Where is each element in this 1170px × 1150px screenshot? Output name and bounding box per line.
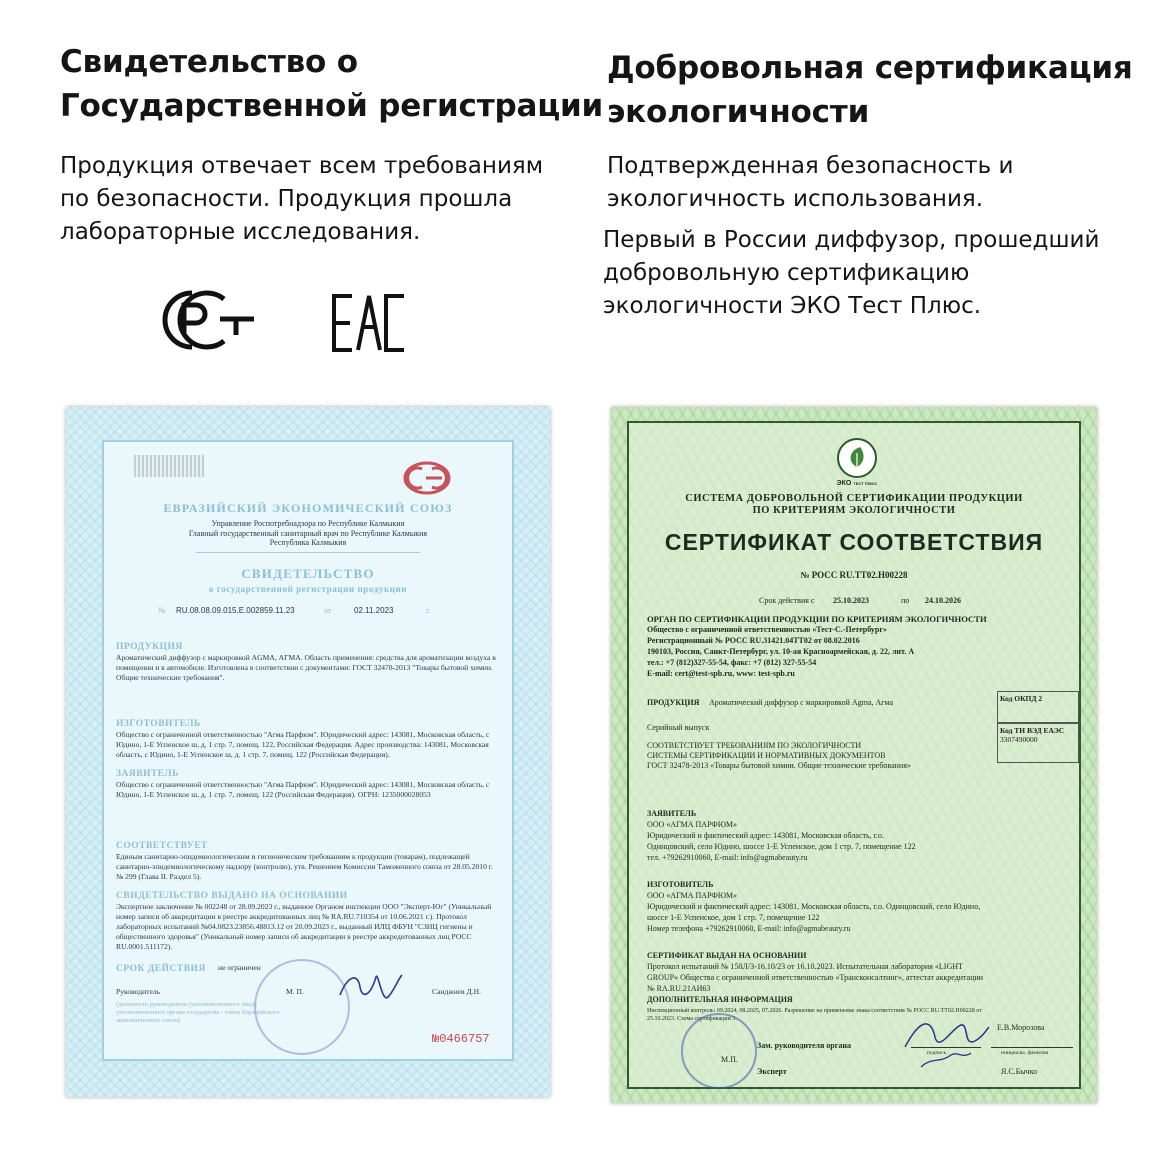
tnved-box <box>997 723 1079 763</box>
right-text-line-1: Подтвержденная безопасность и <box>607 153 1014 179</box>
left-heading-line-2: Государственной регистрации <box>60 88 604 124</box>
conform-text: Единым санитарно-эпидемиологическим и гигиеническим требованиям к продукции (товарам), подлежащей санитарно-эпидемиологическому надзору (контролю), утв. Решением Комиссии Таможенного союза от 28.05.2010 г. № 299 (Глава II. Раздел 5). <box>116 852 493 881</box>
extra-label: ДОПОЛНИТЕЛЬНАЯ ИНФОРМАЦИЯ <box>647 995 793 1004</box>
basis-label: СЕРТИФИКАТ ВЫДАН НА ОСНОВАНИИ <box>647 951 807 960</box>
eco-logo-main: ЭКО <box>836 480 852 487</box>
section-validity: СРОК ДЕЙСТВИЯ <box>116 964 206 974</box>
name-line <box>991 1047 1073 1048</box>
conform-line-1: СООТВЕТСТВУЕТ ТРЕБОВАНИЯМ ПО ЭКОЛОГИЧНОСТИ <box>647 741 862 750</box>
left-text-line-2: по безопасности. Продукция прошла <box>60 186 513 212</box>
validity-value: не ограничен <box>218 963 261 972</box>
applicant-line-3: Одинцовский, село Юдино, шоссе 1-Е Успенское, дом 1 стр. 7, помещение 122 <box>647 842 916 851</box>
maker-line-1: ООО «АГМА ПАРФЮМ» <box>647 891 738 900</box>
valid-to: 24.10.2026 <box>925 596 961 605</box>
right-heading-line-1: Добровольная сертификация <box>607 50 1133 86</box>
tnved-value: 3307490000 <box>1000 735 1038 744</box>
name-caption: инициалы, фамилия <box>1001 1050 1049 1056</box>
section-maker: ИЗГОТОВИТЕЛЬ <box>116 719 201 729</box>
organ-line-2: Регистрационный № РОСС RU.31421.04ТТ02 от 08.02.2016 <box>647 636 860 645</box>
issued-text: Экспертное заключение № 002248 от 28.09.2023 г., выданное Органом инспекции ООО "Эксперт-Юг" (Уникальный номер записи об аккредитации в реестре аккредитованных лиц № RA.RU.710354 от 10.06.2021 г.). Протокол лабораторных испытаний №04.0823.23856.48813.12 от 20.09.2023 г., выданный ИЛЦ ФБУН "СЗНЦ гигиены и общественного здоровья" (Уникальный номер записи об аккредитации в реестре аккредитованных лиц РОСС RU.0001.511172). <box>116 902 492 951</box>
applicant-line-1: ООО «АГМА ПАРФЮМ» <box>647 820 738 829</box>
organ-title: ОРГАН ПО СЕРТИФИКАЦИИ ПРОДУКЦИИ ПО КРИТЕРИЯМ ЭКОЛОГИЧНОСТИ <box>647 614 987 624</box>
maker-label: ИЗГОТОВИТЕЛЬ <box>647 880 714 889</box>
valid-from: 25.10.2023 <box>833 596 869 605</box>
right-text-line-4: добровольную сертификацию <box>603 260 970 286</box>
maker-line-2: Юридический и фактический адрес: 143081, Московская область, г.о. Одинцовский, село Юдино, <box>647 902 981 911</box>
expert-name: Я.С.Бычко <box>1001 1067 1038 1076</box>
seal-label: М.П. <box>721 1055 738 1064</box>
eurasian-registration-certificate <box>66 407 550 1097</box>
certificate-subtitle: о государственной регистрации продукции <box>208 584 408 594</box>
right-text-line-2: экологичность использования. <box>607 186 984 212</box>
union-title: ЕВРАЗИЙСКИЙ ЭКОНОМИЧЕСКИЙ СОЮЗ <box>163 501 453 515</box>
deputy-label: Зам. руководителя органа <box>757 1041 851 1050</box>
divider <box>196 552 420 553</box>
year-suffix: г. <box>426 606 431 615</box>
serial-label: Серийный выпуск <box>647 723 710 732</box>
applicant-line-2: Юридический и фактический адрес: 143081, Московская область, г.о. <box>647 831 885 840</box>
expert-label: Эксперт <box>757 1067 787 1076</box>
authority-line-1: Управление Роспотребнадзора по Республике Калмыкия <box>211 519 405 528</box>
left-text-line-1: Продукция отвечает всем требованиям <box>60 153 544 179</box>
signature-icon <box>901 1007 991 1077</box>
registration-number: RU.08.08.09.015.Е.002859.11.23 <box>176 606 295 615</box>
basis-line-3: № RA.RU.21АИ63 <box>647 984 711 993</box>
maker-text: Общество с ограниченной ответственностью "Агма Парфюм". Юридический адрес: 143081, Московская область, с Юдино, 1-Е Успенское ш, д. 1 стр. 7, помещ. 122, Российская Федерация. Адрес производства: 143081, Московская область, с Юдино, 1-Е Успенское ш, д. 1 стр. 7, помещ. 122 (Российская Федерация). <box>116 730 490 759</box>
organ-line-5: E-mail: cert@test-spb.ru, www: test-spb.ru <box>647 669 795 678</box>
rst-certification-mark-icon <box>158 285 258 355</box>
certificate-title: СЕРТИФИКАТ СООТВЕТСТВИЯ <box>664 529 1044 555</box>
footnote: (должность руководителя (уполномоченного лица) уполномоченного органа государства - члена Евразийского экономического союза) <box>116 1001 280 1024</box>
eco-logo-text <box>836 480 878 487</box>
section-product: ПРОДУКЦИЯ <box>116 642 183 652</box>
security-pattern <box>134 455 204 477</box>
organ-line-1: Общество с ограниченной ответственностью «Тест-С.-Петербург» <box>647 625 887 634</box>
conform-line-3: ГОСТ 32478-2013 «Товары бытовой химии. Общие технические требования» <box>647 761 911 770</box>
maker-line-4: Номер телефона +79262910060, E-mail: info@agmabeauty.ru <box>647 924 851 933</box>
applicant-line-4: тел. +79262910060, E-mail: info@agmabeauty.ru <box>647 853 808 862</box>
system-line-1: СИСТЕМА ДОБРОВОЛЬНОЙ СЕРТИФИКАЦИИ ПРОДУКЦИИ <box>685 493 1023 504</box>
sanitary-emblem-icon <box>402 461 452 495</box>
seal-stamp <box>681 1013 757 1089</box>
okpd-label: Код ОКПД 2 <box>1000 694 1043 703</box>
right-heading-line-2: экологичности <box>607 94 870 130</box>
authority-block <box>126 519 490 548</box>
left-heading-line-1: Свидетельство о <box>60 44 358 80</box>
extra-line-2: 25.10.2023. Схема сертификации 3. <box>647 1016 737 1022</box>
eco-test-leaf-icon <box>836 437 878 479</box>
okpd-box <box>997 691 1079 723</box>
eco-test-conformity-certificate <box>611 407 1097 1103</box>
maker-line-3: шоссе 1-Е Успенское, дом 1 стр. 7, помещение 122 <box>647 913 820 922</box>
valid-to-label: по <box>901 596 910 605</box>
tnved-label: Код ТН ВЭД ЕАЭС <box>1000 726 1065 735</box>
head-name: Санджиев Д.Н. <box>432 987 481 996</box>
number-prefix: № <box>158 606 166 615</box>
certificate-title: СВИДЕТЕЛЬСТВО <box>241 566 375 581</box>
organ-line-4: тел.: +7 (812)327-55-54, факс: +7 (812) 327-55-54 <box>647 658 817 667</box>
certificate-number: № РОСС RU.ТТ02.Н00228 <box>800 570 908 580</box>
seal-label: М. П. <box>286 987 304 996</box>
eco-logo-sub: ТЕСТ ПЛЮС <box>853 481 878 486</box>
right-text-line-3: Первый в России диффузор, прошедший <box>603 227 1100 253</box>
section-applicant: ЗАЯВИТЕЛЬ <box>116 769 179 779</box>
signature-icon <box>336 967 406 1007</box>
authority-line-3: Республика Калмыкия <box>269 538 347 547</box>
applicant-label: ЗАЯВИТЕЛЬ <box>647 809 697 818</box>
authority-line-2: Главный государственный санитарный врач по Республике Калмыкия <box>188 528 428 538</box>
validity-label: Срок действия с <box>759 596 815 605</box>
conform-line-2: СИСТЕМЫ СЕРТИФИКАЦИИ И НОРМАТИВНЫХ ДОКУМЕНТОВ <box>647 751 886 760</box>
organ-line-3: 190103, Россия, Санкт-Петербург, ул. 10-ая Красноармейская, д. 22, лит. А <box>647 647 915 656</box>
system-title <box>651 493 1057 517</box>
right-text-line-5: экологичности ЭКО Тест Плюс. <box>603 293 982 319</box>
serial-number: №0466757 <box>432 1032 490 1046</box>
applicant-text: Общество с ограниченной ответственностью "Агма Парфюм". Юридический адрес: 143081, Московская область, с Юдино, 1-Е Успенское ш, д. 1 стр. 7, помещ. 122 (Российская Федерация). ОГРН: 1235000028053 <box>116 780 490 799</box>
basis-line-1: Протокол испытаний № 150Л/3-16.10/23 от 16.10.2023. Испытательная лаборатория «LIGHT <box>647 962 963 971</box>
registration-date: 02.11.2023 <box>354 606 394 615</box>
product-text: Ароматический диффузор с маркировкой AGMA, АГМА. Область применения: средства для ароматизации воздуха в помещении и в автомобиле. Изготовлена в соответствии с документами: ГОСТ 32478-2013 "Товары бытовой химии. Общие технические требования". <box>116 653 496 682</box>
from-label: от <box>324 606 332 615</box>
signature-caption: подпись <box>927 1050 947 1056</box>
eac-mark-icon <box>332 294 406 352</box>
section-issued: СВИДЕТЕЛЬСТВО ВЫДАНО НА ОСНОВАНИИ <box>116 891 348 901</box>
left-text-line-3: лабораторные исследования. <box>60 219 421 245</box>
extra-line-1: Инспекционный контроль: 09.2024, 08.2025, 07.2026. Разрешение на применение знака соответствия № РОСС RU.ТТ02.Н00228 от <box>647 1008 982 1014</box>
system-line-2: ПО КРИТЕРИЯМ ЭКОЛОГИЧНОСТИ <box>752 505 956 516</box>
section-conform: СООТВЕТСТВУЕТ <box>116 841 208 851</box>
product-label: ПРОДУКЦИЯ <box>647 698 700 707</box>
product-text: Ароматический диффузор с маркировкой Agma, Агма <box>709 698 893 707</box>
head-label: Руководитель <box>116 987 161 996</box>
deputy-name: Е.В.Морозова <box>997 1023 1045 1032</box>
basis-line-2: GROUP» Общества с ограниченной ответственностью «Трансконсалтинг», аттестат аккредитации <box>647 973 984 982</box>
